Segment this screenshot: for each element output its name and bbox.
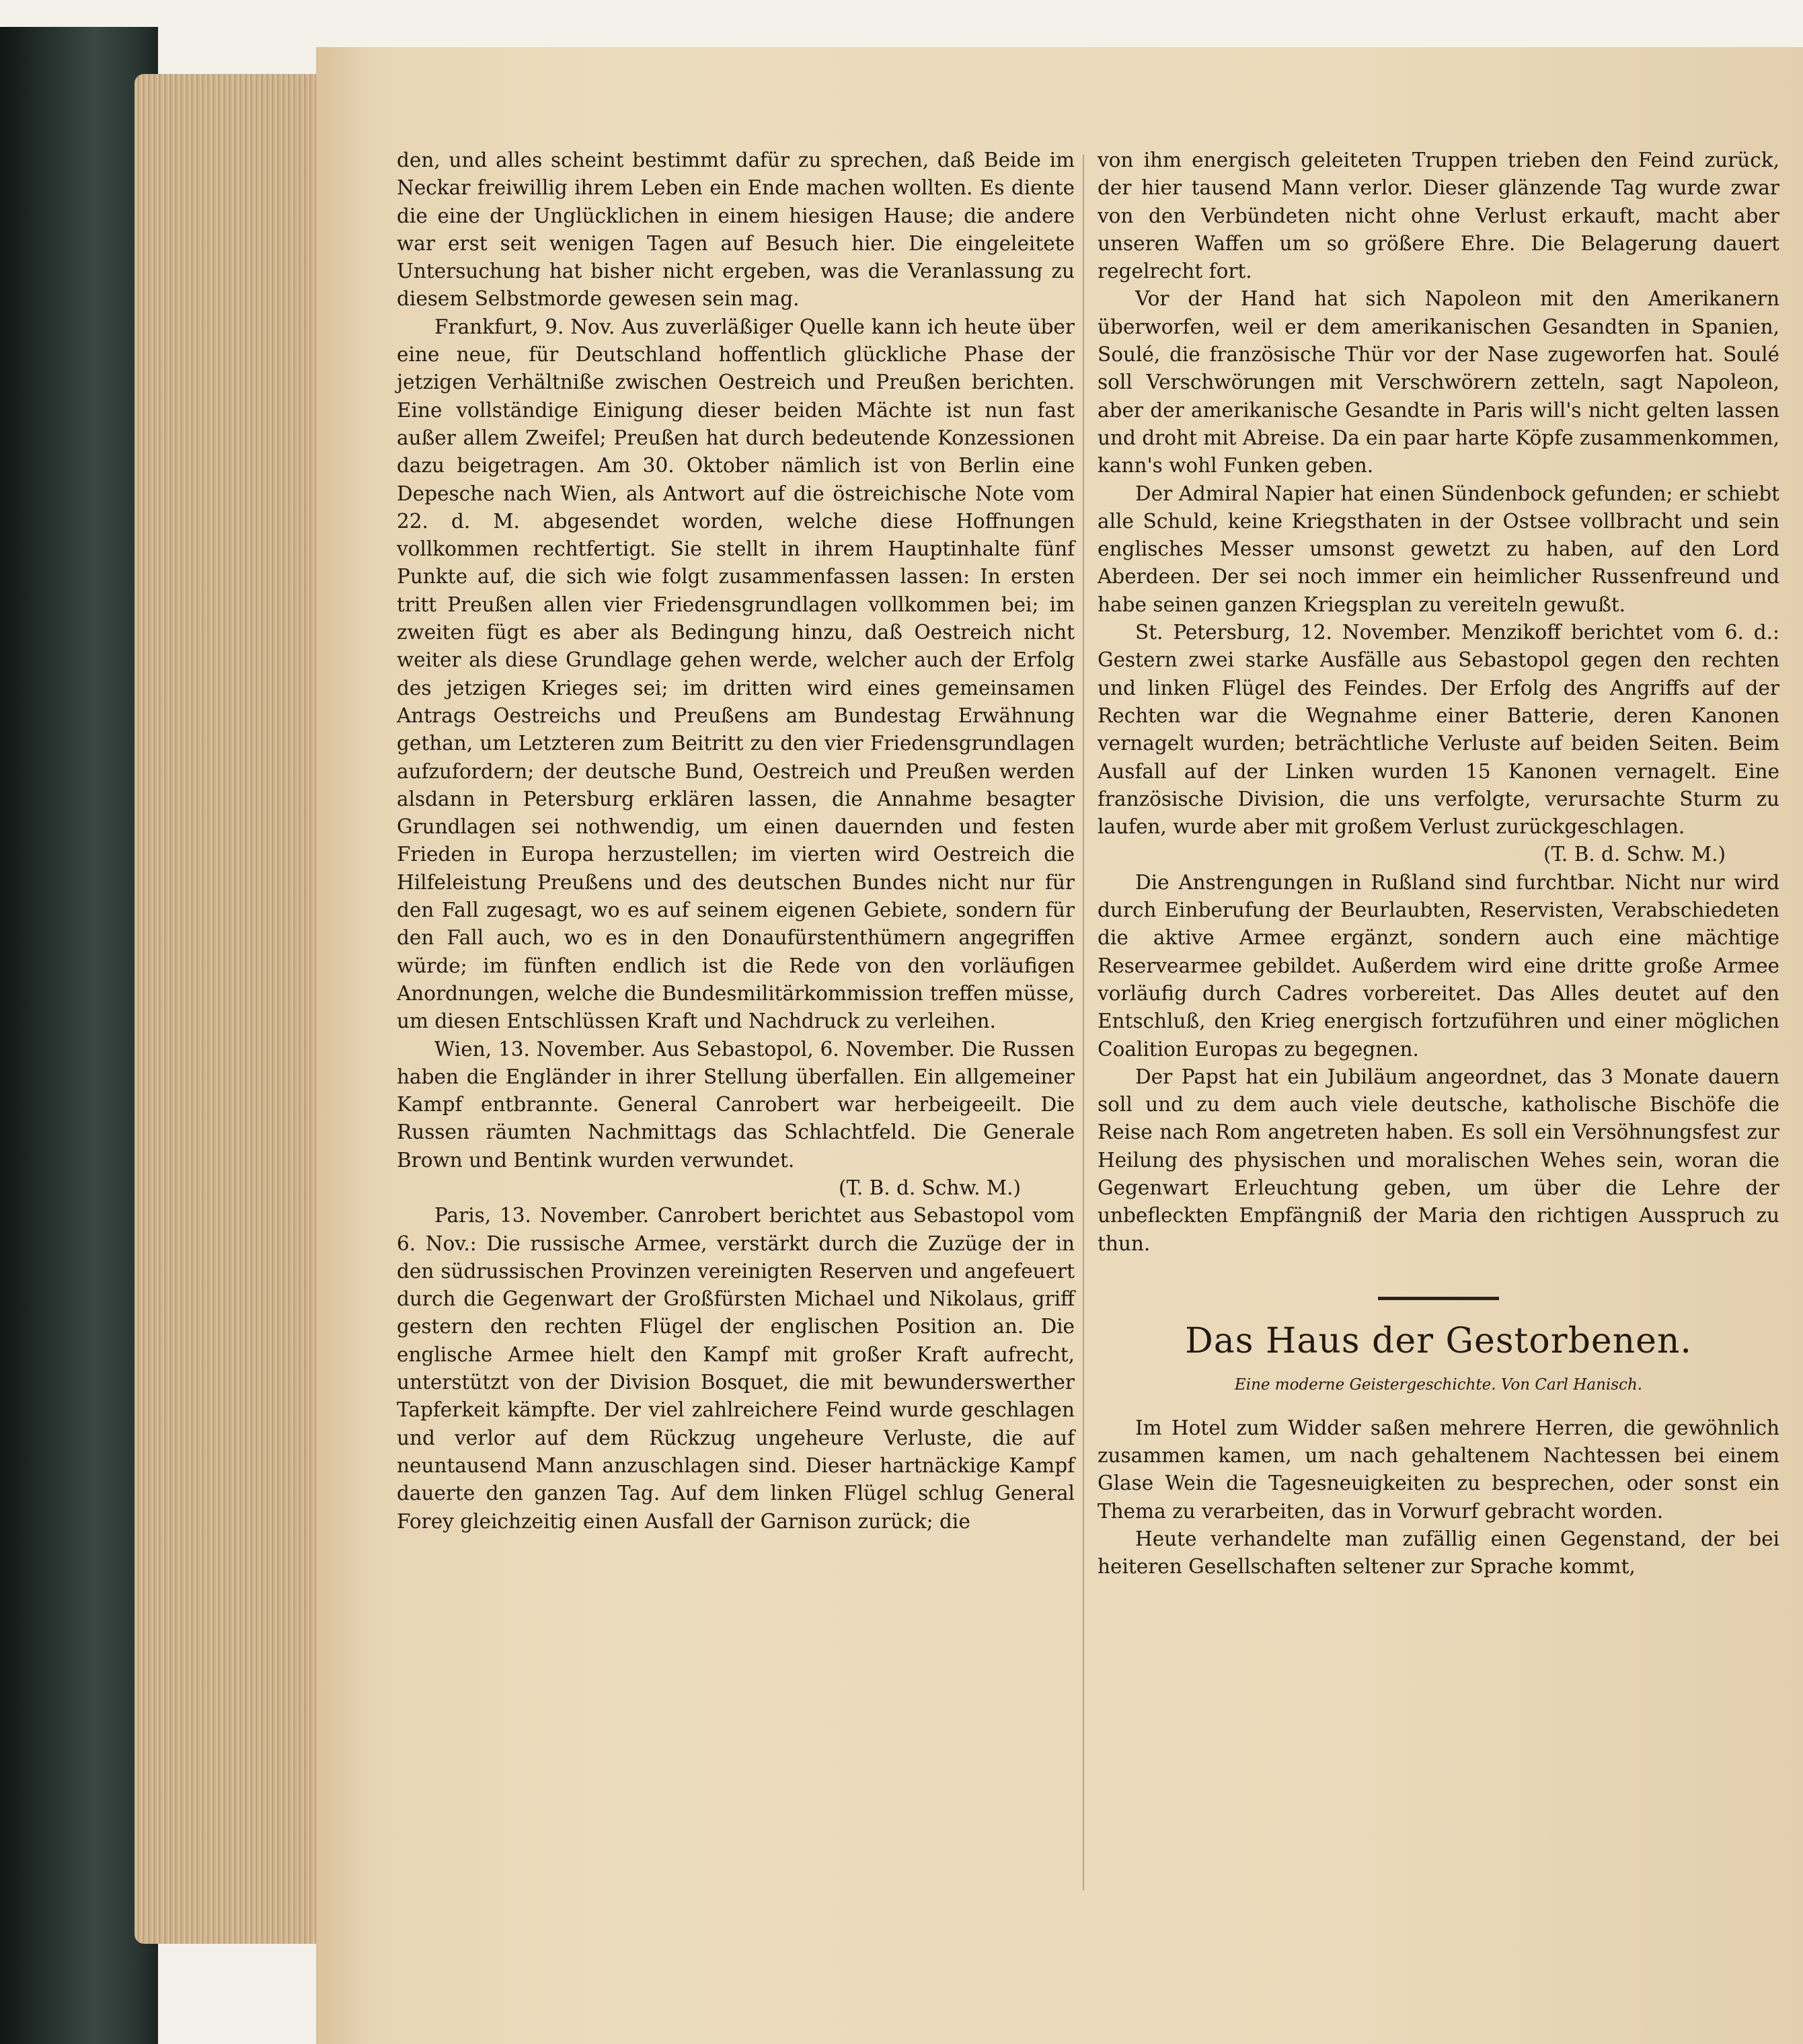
story-paragraph: Im Hotel zum Widder saßen mehrere Herren, die gewöhnlich zusammen kamen, um nach gehaltenem Nachtessen bei einem Glase Wein die Tagesneuigkeiten zu besprechen, oder sonst ein Thema zu verarbeiten, das in Vorwurf gebracht worden.: [1098, 1416, 1779, 1523]
paragraph-paris: Paris, 13. November. Canrobert berichtet aus Sebastopol vom 6. Nov.: Die russische Armee, verstärkt durch die Zuzüge der in den südrussischen Provinzen vereinigten Reserven und angefeuert durch die Gegenwart der Großfürsten Michael und Nikolaus, griff gestern den rechten Flügel der englischen Position an. Die englische Armee hielt den Kampf mit großer Kraft aufrecht, unterstützt von der Division Bosquet, die mit bewunderswerther Tapferkeit kämpfte. Der viel zahlreichere Feind wurde geschlagen und verlor auf dem Rückzug ungeheure Verluste, die auf neuntausend Mann anzuschlagen sind. Dieser hartnäckige Kampf dauerte den ganzen Tag. Auf dem linken Flügel schlug General Forey gleichzeitig einen Ausfall der Garnison zurück; die: [397, 1204, 1075, 1533]
paragraph-battle-continued: von ihm energisch geleiteten Truppen trieben den Feind zurück, der hier tausend Mann verlor. Dieser glänzende Tag wurde zwar von den Verbündeten nicht ohne Verlust erkauft, macht aber unseren Waffen um so größere Ehre. Die Belagerung dauert regelrecht fort.: [1098, 149, 1779, 283]
paragraph-napoleon-americans: Vor der Hand hat sich Napoleon mit den Amerikanern überworfen, weil er dem amerikanischen Gesandten in Spanien, Soulé, die französische Thür vor der Nase zugeworfen hat. Soulé soll Verschwörungen mit Verschwörern zetteln, sagt Napoleon, aber der amerikanische Gesandte in Paris will's nicht gelten lassen und droht mit Abreise. Da ein paar harte Köpfe zusammenkommen, kann's wohl Funken geben.: [1098, 287, 1779, 478]
story-title: Das Haus der Gestorbenen.: [1185, 1320, 1692, 1361]
paragraph-wien: Wien, 13. November. Aus Sebastopol, 6. November. Die Russen haben die Engländer in ihrer Stellung überfallen. Ein allgemeiner Kampf entbrannte. General Canrobert war herbeigeeilt. Die Russen räumten Nachmittags das Schlachtfeld. Die Generale Brown und Bentink wurden verwundet.: [397, 1037, 1075, 1172]
right-column: [1098, 147, 1779, 1581]
paragraph-st-petersburg: St. Petersburg, 12. November. Menzikoff berichtet vom 6. d.: Gestern zwei starke Ausfälle aus Sebastopol gegen den rechten und linken Flügel des Feindes. Der Erfolg des Angriffs auf der Rechten war die Wegnahme einer Batterie, deren Kanonen vernagelt wurden; beträchtliche Verluste auf beiden Seiten. Beim Ausfall auf der Linken wurden 15 Kanonen vernagelt. Eine französische Division, die uns verfolgte, verursachte Sturm zu laufen, wurde aber mit großem Verlust zurückgeschlagen.: [1098, 621, 1779, 839]
newspaper-page: [316, 47, 1803, 2044]
paragraph-napier: Der Admiral Napier hat einen Sündenbock gefunden; er schiebt alle Schuld, keine Kriegsthaten in der Ostsee vollbracht und sein englisches Messer umsonst gewetzt zu haben, auf den Lord Aberdeen. Der sei noch immer ein heimlicher Russenfreund und habe seinen ganzen Kriegsplan zu vereiteln gewußt.: [1098, 482, 1780, 616]
paragraph-pope-jubilee: Der Papst hat ein Jubiläum angeordnet, das 3 Monate dauern soll und zu dem auch viele deutsche, katholische Bischöfe die Reise nach Rom angetreten haben. Es soll ein Versöhnungsfest zur Heilung des physischen und moralischen Wehes sein, woran die Gegenwart Erleuchtung geben, um über die Lehre der unbefleckten Empfängniß der Maria den richtigen Ausspruch zu thun.: [1098, 1065, 1779, 1255]
section-divider: [1378, 1297, 1499, 1300]
paragraph-frankfurt: Frankfurt, 9. Nov. Aus zuverläßiger Quelle kann ich heute über eine neue, für Deutschland hoffentlich glückliche Phase der jetzigen Verhältniße zwischen Oestreich und Preußen berichten. Eine vollständige Einigung dieser beiden Mächte ist nun fast außer allem Zweifel; Preußen hat durch bedeutende Konzessionen dazu beigetragen. Am 30. Oktober nämlich ist von Berlin eine Depesche nach Wien, als Antwort auf die östreichische Note vom 22. d. M. abgesendet worden, welche diese Hoffnungen vollkommen rechtfertigt. Sie stellt in ihrem Hauptinhalte fünf Punkte auf, die sich wie folgt zusammenfassen lassen: In ersten tritt Preußen allen vier Friedensgrundlagen vollkommen bei; im zweiten fügt es aber als Bedingung hinzu, daß Oestreich nicht weiter als diese Grundlage gehen werde, welcher auch der Erfolg des jetzigen Krieges sei; im dritten wird eines gemeinsamen Antrags Oestreichs und Preußens am Bundestag Erwähnung gethan, um Letzteren zum Beitritt zu den vier Friedensgrundlagen aufzufordern; der deutsche Bund, Oestreich und Preußen werden alsdann in Petersburg erklären lassen, die Annahme besagter Grundlagen sei nothwendig, um einen dauernden und festen Frieden in Europa herzustellen; im vierten wird Oestreich die Hilfeleistung Preußens und des deutschen Bundes nicht nur für den Fall zugesagt, wo es auf seinem eigenen Gebiete, sondern für den Fall auch, wo es in den Donaufürstenthümern angegriffen würde; im fünften endlich ist die Rede von den vorläufigen Anordnungen, welche die Bundesmilitärkommission treffen müsse, um diesen Entschlüssen Kraft und Nachdruck zu verleihen.: [397, 315, 1075, 1033]
column-separator: [1083, 155, 1084, 1890]
paragraph-russia-efforts: Die Anstrengungen in Rußland sind furchtbar. Nicht nur wird durch Einberufung der Beurlaubten, Reservisten, Verabschiedeten die aktive Armee ergänzt, sondern auch eine mächtige Reservearmee gebildet. Außerdem wird eine dritte große Armee vorläufig durch Cadres vorbereitet. Das Alles deutet auf den Entschluß, den Krieg energisch fortzuführen und einer möglichen Coalition Europas zu begegnen.: [1098, 870, 1779, 1061]
source-attribution: (T. B. d. Schw. M.): [838, 1176, 1021, 1199]
story-byline: Eine moderne Geistergeschichte. Von Carl Hanisch.: [1234, 1375, 1643, 1394]
paragraph-heidelberg-suicide: den, und alles scheint bestimmt dafür zu sprechen, daß Beide im Neckar freiwillig ihrem Leben ein Ende machen wollten. Es diente die eine der Unglücklichen in einem hiesigen Hause; die andere war erst seit wenigen Tagen auf Besuch hier. Die eingeleitete Untersuchung hat bisher nicht ergeben, was die Veranlassung zu diesem Selbstmorde gewesen sein mag.: [397, 149, 1075, 311]
page-block-edges: [135, 74, 316, 1944]
left-column: [397, 147, 1075, 1536]
source-attribution: (T. B. d. Schw. M.): [1543, 843, 1726, 866]
story-paragraph: Heute verhandelte man zufällig einen Gegenstand, der bei heiteren Gesellschaften seltener zur Sprache kommt,: [1098, 1527, 1779, 1579]
